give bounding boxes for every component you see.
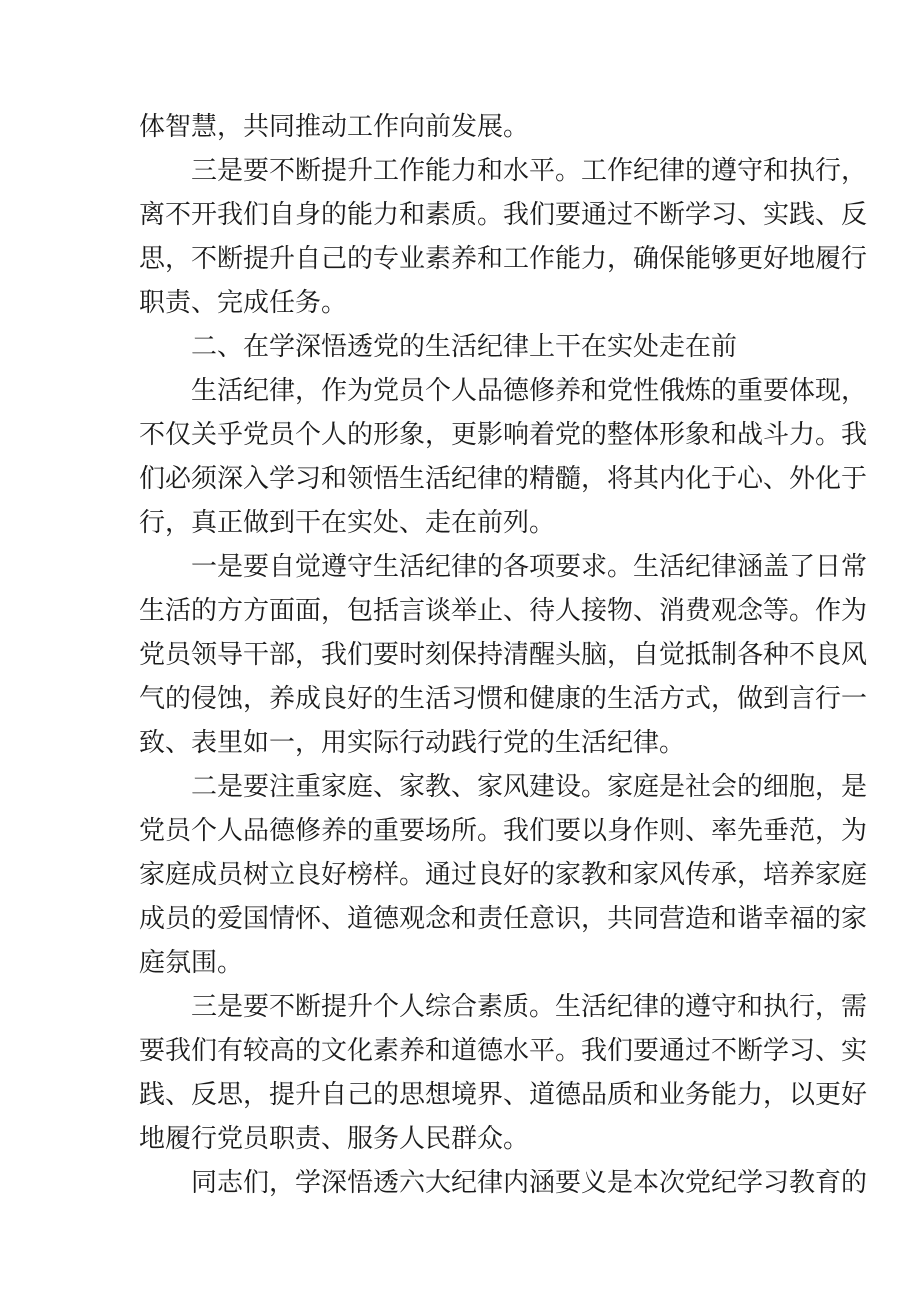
text-line: 三是要不断提升工作能力和水平。工作纪律的遵守和执行， — [191, 156, 868, 186]
text-line: 们必须深入学习和领悟生活纪律的精髓，将其内化于心、外化于 — [139, 464, 868, 494]
text-line: 离不开我们自身的能力和素质。我们要通过不断学习、实践、反 — [139, 200, 868, 230]
text-line: 党员领导干部，我们要时刻保持清醒头脑，自觉抵制各种不良风 — [139, 640, 868, 670]
text-line: 不仅关乎党员个人的形象，更影响着党的整体形象和战斗力。我 — [139, 420, 868, 450]
text-line: 气的侵蚀，养成良好的生活习惯和健康的生活方式，做到言行一 — [139, 684, 868, 714]
text-line: 致、表里如一，用实际行动践行党的生活纪律。 — [139, 728, 686, 758]
text-line: 三是要不断提升个人综合素质。生活纪律的遵守和执行，需 — [191, 992, 868, 1022]
text-line: 思，不断提升自己的专业素养和工作能力，确保能够更好地履行 — [139, 244, 868, 274]
text-line: 党员个人品德修养的重要场所。我们要以身作则、率先垂范，为 — [139, 816, 868, 846]
section-heading: 二、在学深悟透党的生活纪律上干在实处走在前 — [191, 332, 738, 362]
text-line: 地履行党员职责、服务人民群众。 — [139, 1124, 530, 1154]
text-line: 庭氛围。 — [139, 948, 244, 978]
text-line: 生活纪律，作为党员个人品德修养和党性俄炼的重要体现， — [191, 376, 868, 406]
text-line: 职责、完成任务。 — [139, 288, 348, 318]
text-line: 一是要自觉遵守生活纪律的各项要求。生活纪律涵盖了日常 — [191, 552, 868, 582]
text-line: 成员的爱国情怀、道德观念和责任意识，共同营造和谐幸福的家 — [139, 904, 868, 934]
text-line: 践、反思，提升自己的思想境界、道德品质和业务能力，以更好 — [139, 1080, 868, 1110]
text-line: 生活的方方面面，包括言谈举止、待人接物、消费观念等。作为 — [139, 596, 868, 626]
text-line: 行，真正做到干在实处、走在前列。 — [139, 508, 556, 538]
text-line: 二是要注重家庭、家教、家风建设。家庭是社会的细胞，是 — [191, 772, 868, 802]
text-line: 体智慧，共同推动工作向前发展。 — [139, 112, 530, 142]
text-line: 同志们，学深悟透六大纪律内涵要义是本次党纪学习教育的 — [191, 1168, 868, 1198]
text-line: 要我们有较高的文化素养和道德水平。我们要通过不断学习、实 — [139, 1036, 868, 1066]
text-line: 家庭成员树立良好榜样。通过良好的家教和家风传承，培养家庭 — [139, 860, 868, 890]
